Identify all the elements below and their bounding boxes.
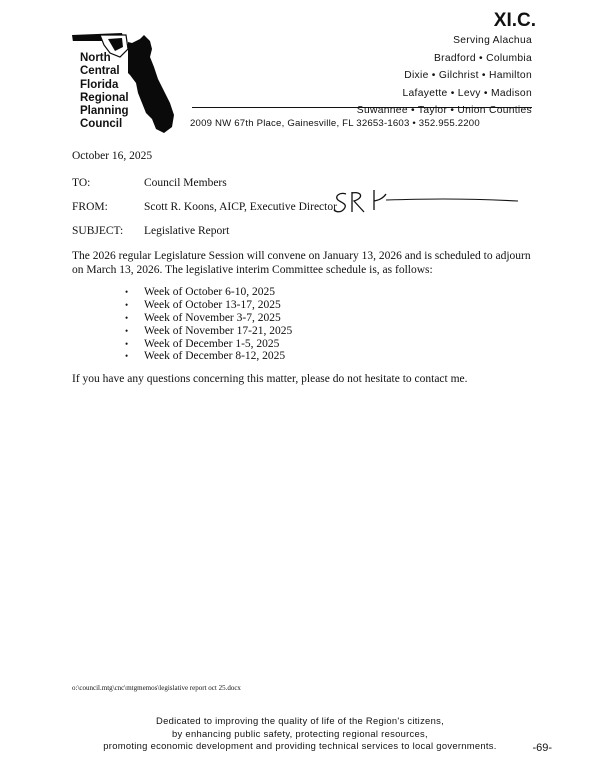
list-item: [122, 312, 292, 325]
page-number: -69-: [532, 742, 552, 754]
to-label: TO:: [72, 177, 91, 189]
agenda-item-number: XI.C.: [493, 10, 536, 31]
bullet-icon: •: [125, 325, 129, 336]
footer-line: promoting economic development and providing technical services to local governments.: [103, 740, 497, 752]
bullet-icon: •: [125, 351, 129, 362]
bullet-icon: •: [125, 338, 129, 349]
to-value: Council Members: [144, 177, 227, 189]
org-name-line: Florida: [80, 78, 119, 91]
from-label: FROM:: [72, 201, 108, 213]
bullet-icon: •: [125, 287, 129, 297]
organization-name: [80, 52, 129, 132]
bullet-icon: •: [125, 299, 129, 310]
office-address: 2009 NW 67th Place, Gainesville, FL 32653-1603 • 352.955.2200: [190, 118, 480, 129]
org-name-line: Council: [80, 118, 123, 131]
list-item: [122, 286, 292, 299]
week-text: Week of October 6-10, 2025: [144, 286, 275, 298]
bullet-icon: •: [125, 312, 129, 323]
served-line: Lafayette • Levy • Madison: [402, 87, 532, 99]
week-text: Week of December 8-12, 2025: [144, 350, 286, 363]
org-name-line: Regional: [80, 91, 129, 104]
list-item: [122, 299, 292, 312]
memo-body-paragraph: The 2026 regular Legislature Session will convene on January 13, 2026 and is scheduled to adjourn on March 13, 2026. The legislative interim Committee schedule is, as follows:: [72, 250, 531, 276]
week-text: Week of October 13-17, 2025: [144, 298, 281, 311]
memo-date: October 16, 2025: [72, 150, 153, 162]
list-item: [122, 338, 292, 351]
week-text: Week of December 1-5, 2025: [144, 337, 280, 350]
week-text: Week of November 17-21, 2025: [144, 324, 293, 337]
from-value: Scott R. Koons, AICP, Executive Director: [144, 201, 337, 213]
org-name-line: North: [80, 52, 111, 64]
served-line: Dixie • Gilchrist • Hamilton: [404, 70, 532, 81]
document-file-path: o:\council.mtg\cnc\mtgmemos\legislative report oct 25.docx: [72, 684, 241, 692]
header-divider: [192, 107, 532, 108]
served-line: Serving Alachua: [453, 35, 532, 46]
footer-line: Dedicated to improving the quality of life of the Region's citizens,: [156, 715, 444, 726]
committee-weeks-list: [122, 286, 292, 363]
footer-mission-statement: [0, 715, 600, 753]
closing-sentence: If you have any questions concerning this matter, please do not hesitate to contact me.: [72, 373, 468, 385]
list-item: [122, 350, 292, 363]
org-name-line: Central: [80, 65, 120, 78]
subject-label: SUBJECT:: [72, 225, 124, 237]
served-line: Bradford • Columbia: [433, 52, 532, 64]
org-name-line: Planning: [80, 105, 129, 118]
served-line: Suwannee • Taylor • Union Counties: [356, 105, 532, 116]
handwritten-initials-signature: [330, 188, 520, 220]
footer-line: by enhancing public safety, protecting regional resources,: [172, 727, 428, 739]
list-item: [122, 325, 292, 338]
week-text: Week of November 3-7, 2025: [144, 311, 281, 324]
subject-value: Legislative Report: [144, 225, 230, 237]
